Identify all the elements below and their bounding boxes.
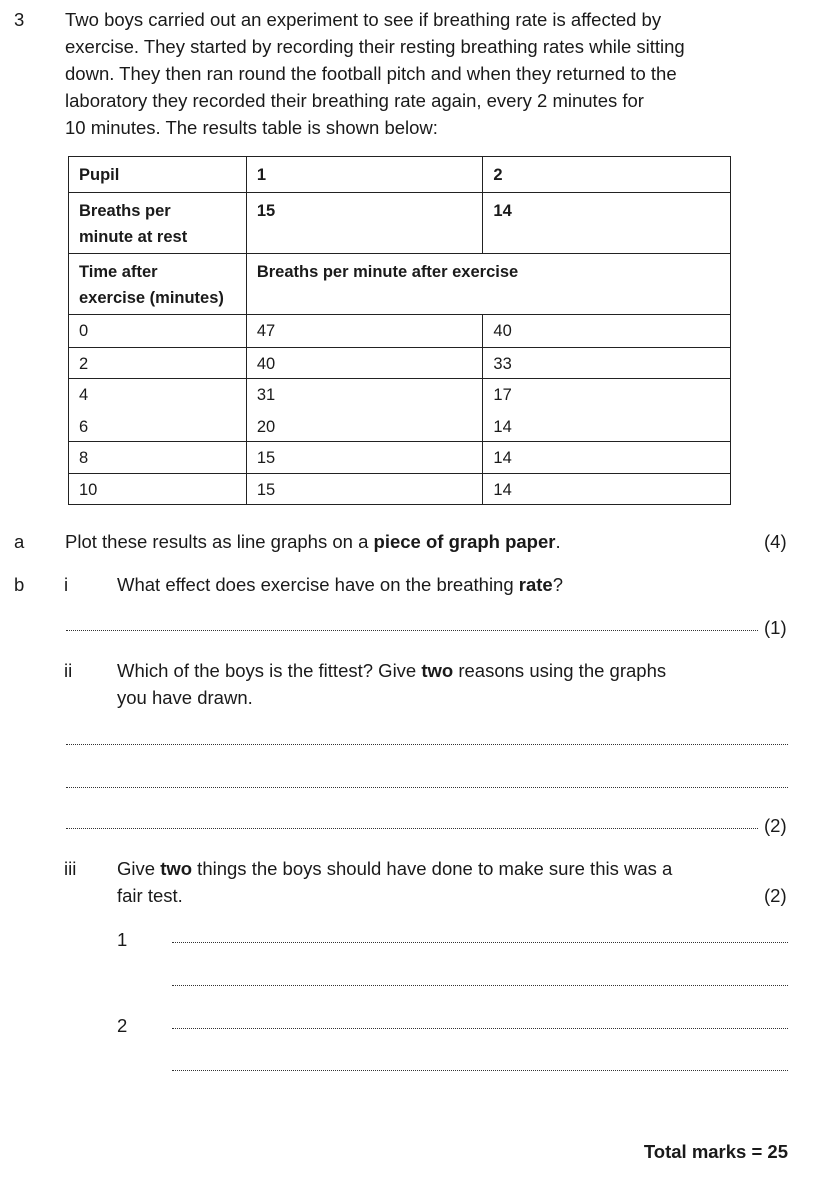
rest-label [69, 193, 247, 254]
rest-value-2: 14 [483, 193, 731, 254]
table-row [69, 379, 731, 411]
table-row [69, 442, 731, 474]
time-cell: 0 [69, 315, 247, 348]
pupil-2-cell: 14 [483, 442, 731, 474]
pupil-1-cell: 15 [246, 442, 483, 474]
part-b-letter: b [14, 574, 25, 595]
answer-line[interactable] [66, 787, 788, 788]
pupil-1-header: 1 [246, 157, 483, 193]
part-b-ii-line1-post: reasons using the graphs [453, 660, 667, 681]
pupil-1-cell: 31 [246, 379, 483, 411]
time-cell: 10 [69, 474, 247, 505]
part-b-iii-line1-post: things the boys should have done to make sure this was a [192, 858, 673, 879]
pupil-1-cell: 47 [246, 315, 483, 348]
part-b-i-text-pre: What effect does exercise have on the breathing [117, 574, 519, 595]
part-b-i-text-bold: rate [518, 574, 553, 595]
part-b-ii-text [117, 657, 666, 711]
part-b-i-marks: (1) [764, 617, 787, 638]
total-marks: Total marks = 25 [643, 1141, 788, 1162]
pupil-1-cell: 40 [246, 348, 483, 379]
answer-number-2: 2 [117, 1015, 128, 1036]
answer-line[interactable] [172, 1028, 788, 1029]
part-b-ii-line2: you have drawn. [117, 687, 253, 708]
table-row [69, 193, 731, 254]
pupil-2-cell: 14 [483, 411, 731, 442]
part-b-i-text [117, 571, 563, 598]
intro-line: down. They then ran round the football pitch and when they returned to the [65, 63, 677, 84]
table-row [69, 315, 731, 348]
part-b-iii-line1 [117, 855, 672, 882]
time-cell: 8 [69, 442, 247, 474]
rest-value-1: 15 [246, 193, 483, 254]
intro-line: Two boys carried out an experiment to see if breathing rate is affected by [65, 9, 662, 30]
part-a-letter: a [14, 531, 25, 552]
part-b-ii-line1-pre: Which of the boys is the fittest? Give [117, 660, 422, 681]
pupil-2-cell: 40 [483, 315, 731, 348]
part-b-ii-marks: (2) [764, 815, 787, 836]
answer-line[interactable] [66, 828, 758, 829]
intro-line: laboratory they recorded their breathing rate again, every 2 minutes for [65, 90, 644, 111]
intro-line: 10 minutes. The results table is shown below: [65, 117, 438, 138]
part-b-iii-line1-bold: two [160, 858, 193, 879]
table-row [69, 254, 731, 315]
time-label-line: exercise (minutes) [79, 289, 224, 307]
time-cell: 6 [69, 411, 247, 442]
part-b-i-numeral: i [64, 574, 69, 595]
results-table [68, 156, 731, 505]
pupil-2-cell: 33 [483, 348, 731, 379]
answer-line[interactable] [172, 1070, 788, 1071]
part-b-iii-line2: fair test. [117, 885, 183, 906]
pupil-1-cell: 20 [246, 411, 483, 442]
table-row [69, 411, 731, 442]
rest-label-line: Breaths per [79, 202, 171, 220]
part-b-iii-text [117, 855, 672, 909]
part-b-iii-marks: (2) [764, 885, 787, 906]
time-cell: 2 [69, 348, 247, 379]
part-a-text-pre: Plot these results as line graphs on a [65, 531, 374, 552]
intro-line: exercise. They started by recording their resting breathing rates while sitting [65, 36, 685, 57]
part-b-ii-line1-bold: two [421, 660, 454, 681]
time-label [69, 254, 247, 315]
part-a-text-bold: piece of graph paper [373, 531, 556, 552]
pupil-header: Pupil [69, 157, 247, 193]
table-row [69, 157, 731, 193]
answer-line[interactable] [66, 630, 758, 631]
question-number: 3 [14, 9, 25, 30]
part-a-text-post: . [555, 531, 561, 552]
time-label-line: Time after [79, 263, 158, 281]
part-b-i-text-post: ? [552, 574, 564, 595]
answer-line[interactable] [66, 744, 788, 745]
after-exercise-header: Breaths per minute after exercise [246, 254, 730, 315]
part-b-ii-line1 [117, 657, 666, 684]
time-cell: 4 [69, 379, 247, 411]
part-b-iii-line1-pre: Give [117, 858, 161, 879]
pupil-2-cell: 14 [483, 474, 731, 505]
table-row [69, 348, 731, 379]
pupil-1-cell: 15 [246, 474, 483, 505]
answer-line[interactable] [172, 985, 788, 986]
pupil-2-header: 2 [483, 157, 731, 193]
part-b-iii-numeral: iii [64, 858, 77, 879]
answer-line[interactable] [172, 942, 788, 943]
question-intro [65, 6, 785, 141]
answer-number-1: 1 [117, 929, 128, 950]
part-a-text [65, 528, 561, 555]
part-b-ii-numeral: ii [64, 660, 73, 681]
part-a-marks: (4) [764, 531, 787, 552]
table-row [69, 474, 731, 505]
pupil-2-cell: 17 [483, 379, 731, 411]
rest-label-line: minute at rest [79, 228, 188, 246]
